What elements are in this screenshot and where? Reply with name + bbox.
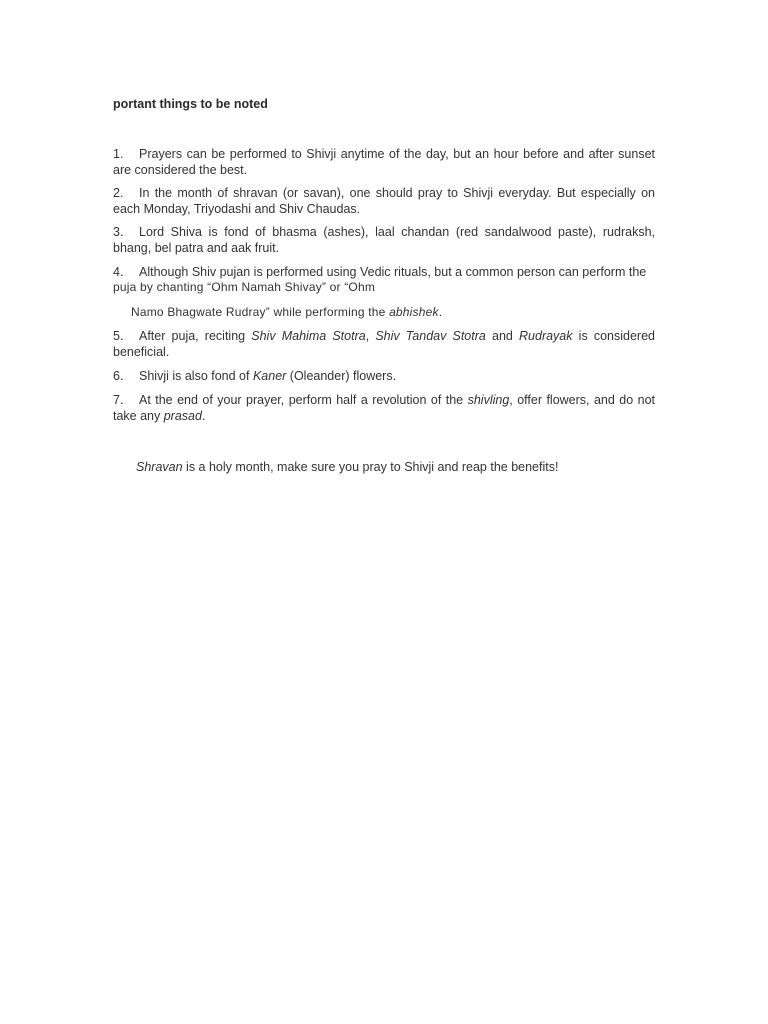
emphasis-prasad: prasad <box>163 408 202 423</box>
item-text-post: (Oleander) flowers. <box>286 369 397 383</box>
list-item-4-continuation-1: puja by chanting “Ohm Namah Shivay” or “Ohm <box>113 280 376 294</box>
list-item-1 <box>113 147 655 178</box>
item-text-post: is considered beneficial. <box>113 329 655 359</box>
list-item-3 <box>113 225 655 256</box>
emphasis-shiv-tandav-stotra: Shiv Tandav Stotra <box>375 329 486 343</box>
item-text: In the month of shravan (or savan), one should pray to Shivji everyday. But especially on each Monday, Triyodashi and Shiv Chaudas. <box>113 186 655 216</box>
emphasis-shivling: shivling <box>467 393 510 407</box>
item-text-post: . <box>201 408 206 423</box>
separator: and <box>485 329 520 343</box>
section-heading: portant things to be noted <box>113 97 268 111</box>
list-item-7 <box>113 393 655 424</box>
item-text: Prayers can be performed to Shivji anytime of the day, but an hour before and after sunset are considered the best. <box>113 147 655 177</box>
closing-text: is a holy month, make sure you pray to Shivji and reap the benefits! <box>182 460 559 474</box>
item-number: 2. <box>113 186 124 200</box>
list-item-6 <box>113 369 655 385</box>
emphasis-shiv-mahima-stotra: Shiv Mahima Stotra <box>251 329 366 343</box>
item-text: Lord Shiva is fond of bhasma (ashes), laal chandan (red sandalwood paste), rudraksh, bhang, bel patra and aak fruit. <box>113 225 655 255</box>
emphasis-abhishek: abhishek <box>389 305 439 319</box>
item-number: 3. <box>113 225 124 239</box>
item-number: 1. <box>113 147 124 161</box>
list-item-2 <box>113 186 655 217</box>
item-number: 4. <box>113 265 124 279</box>
separator: , <box>365 329 376 343</box>
item-number: 6. <box>113 369 124 383</box>
item-text: Although Shiv pujan is performed using Vedic rituals, but a common person can perform the <box>139 265 647 279</box>
continuation-end: . <box>438 305 443 319</box>
continuation-text: Namo Bhagwate Rudray” while performing the <box>131 305 390 319</box>
item-text-pre: Shivji is also fond of <box>139 369 253 383</box>
emphasis-rudrayak: Rudrayak <box>519 329 573 343</box>
item-text-pre: After puja, reciting <box>139 329 252 343</box>
list-item-4 <box>113 265 655 281</box>
emphasis-shravan: Shravan <box>136 460 183 474</box>
closing-line <box>136 460 558 474</box>
emphasis-kaner: Kaner <box>252 369 287 383</box>
list-item-4-continuation-2 <box>131 305 442 320</box>
item-number: 5. <box>113 329 124 343</box>
item-text-mid: , offer flowers, and do not take any <box>113 393 655 423</box>
list-item-5 <box>113 329 655 360</box>
item-number: 7. <box>113 393 124 407</box>
item-text-pre: At the end of your prayer, perform half a revolution of the <box>139 393 468 407</box>
